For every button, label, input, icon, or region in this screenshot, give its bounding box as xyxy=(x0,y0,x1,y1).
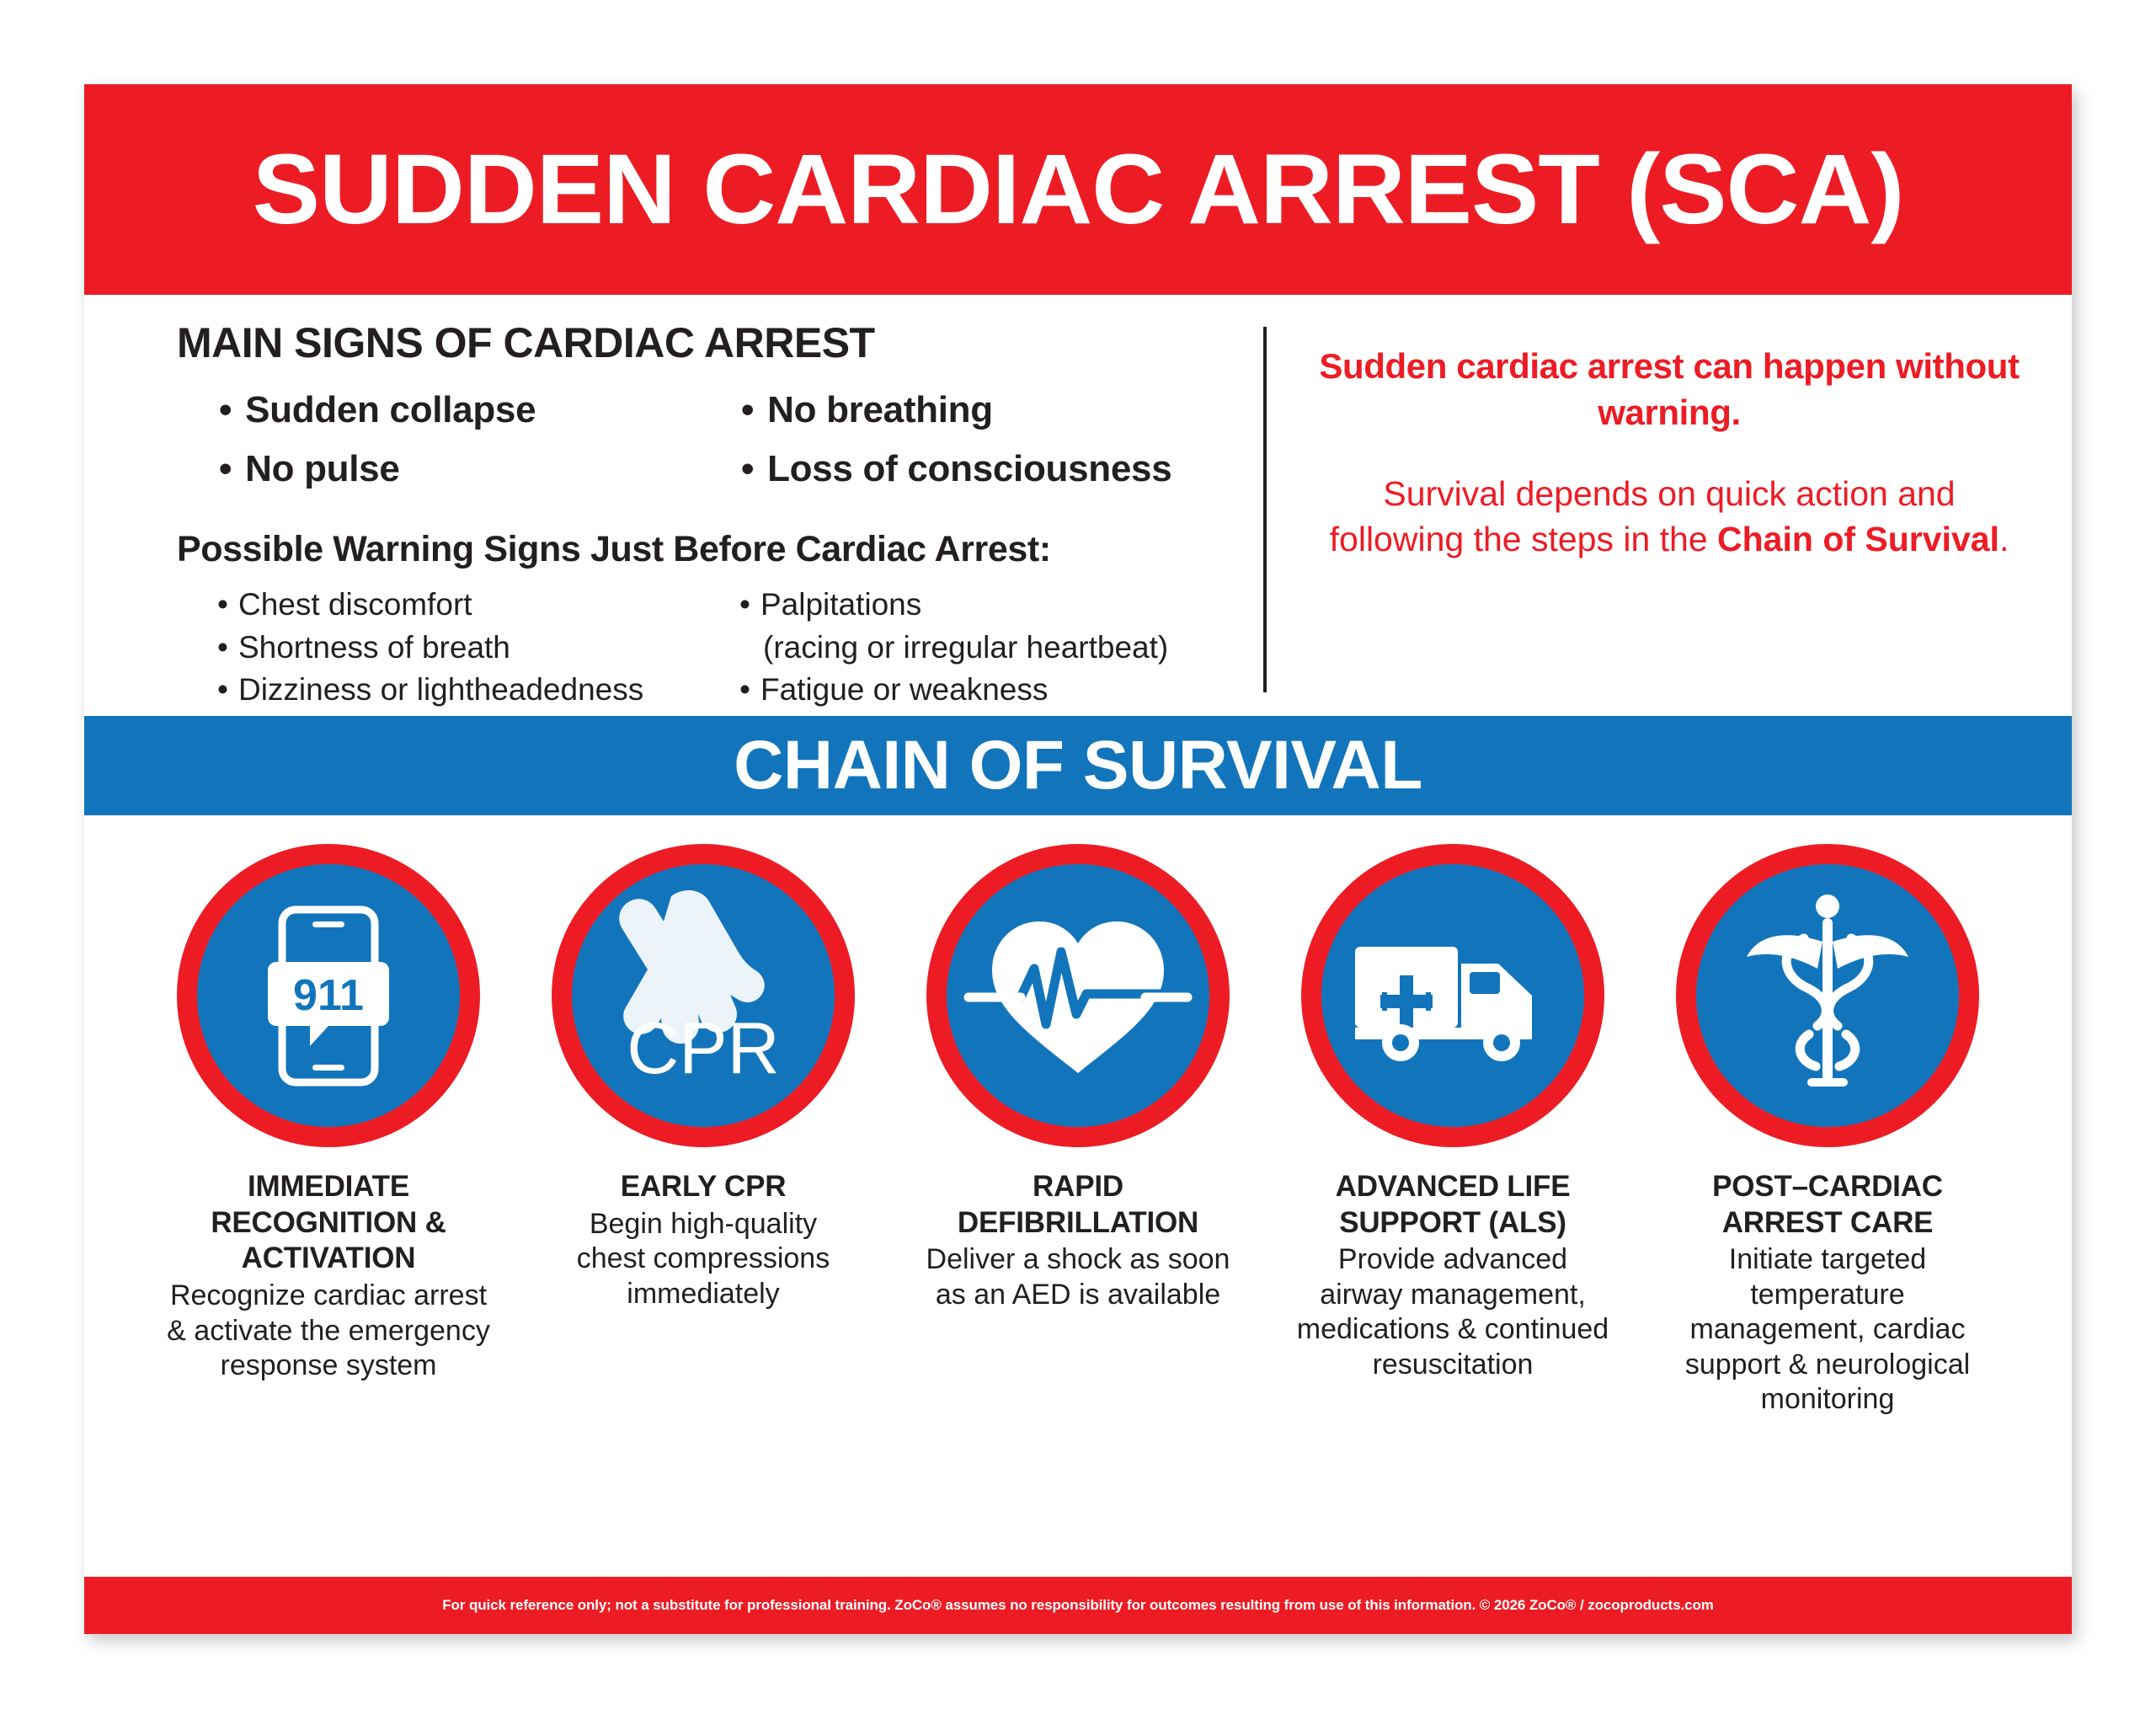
desc-line: support & neurological xyxy=(1684,1348,1971,1381)
chain-step-1-desc xyxy=(152,1279,505,1383)
chain-step-4-circle xyxy=(1301,844,1604,1147)
desc-line: & activate the emergency xyxy=(167,1314,490,1347)
list-item-label: No breathing xyxy=(767,389,993,430)
bullet-icon: • xyxy=(219,448,232,489)
desc-line: response system xyxy=(220,1349,437,1381)
list-item-label: Loss of consciousness xyxy=(767,448,1172,489)
title-line: EARLY CPR xyxy=(620,1170,787,1203)
desc-line: medications & continued xyxy=(1296,1313,1609,1346)
footer-band xyxy=(84,1577,2072,1634)
list-item xyxy=(739,670,1262,710)
poster xyxy=(84,84,2072,1634)
header-band xyxy=(84,84,2072,295)
desc-line: immediately xyxy=(627,1277,780,1310)
chain-step-3 xyxy=(901,844,1255,1418)
list-item xyxy=(219,389,741,431)
title-line: POST–CARDIAC xyxy=(1712,1170,1943,1203)
chain-of-survival-title: CHAIN OF SURVIVAL xyxy=(734,727,1422,804)
list-item-label: Sudden collapse xyxy=(245,389,536,430)
title-line: SUPPORT (ALS) xyxy=(1339,1205,1566,1239)
title-line: RECOGNITION & xyxy=(211,1205,446,1239)
main-signs-col-right xyxy=(741,389,1263,507)
callout-note-text: Survival depends on quick action and following the steps in the xyxy=(1329,474,1956,559)
chain-step-3-circle xyxy=(926,844,1230,1147)
callout-note xyxy=(1317,471,2021,562)
chain-step-1 xyxy=(152,844,505,1418)
desc-line: as an AED is available xyxy=(935,1278,1221,1311)
desc-line: resuscitation xyxy=(1372,1348,1534,1381)
ambulance-icon xyxy=(1326,869,1579,1122)
phone-911-label: 911 xyxy=(293,971,364,1020)
chain-step-5 xyxy=(1651,844,2004,1418)
chain-step-2-circle xyxy=(552,844,855,1147)
list-item xyxy=(739,585,1262,625)
callout-note-emphasis: Chain of Survival xyxy=(1717,520,1999,559)
desc-line: temperature xyxy=(1750,1278,1905,1311)
title-line: ARREST CARE xyxy=(1721,1205,1934,1239)
page-title: SUDDEN CARDIAC ARREST (SCA) xyxy=(252,134,1904,245)
list-item-label: Shortness of breath xyxy=(237,629,510,665)
callout-headline: Sudden cardiac arrest can happen without warning. xyxy=(1319,346,2020,432)
desc-line: Begin high-quality xyxy=(589,1207,818,1240)
main-signs-col-left xyxy=(219,389,741,507)
chain-step-5-circle xyxy=(1676,844,1979,1147)
desc-line: chest compressions xyxy=(576,1242,830,1275)
chain-steps xyxy=(84,815,2072,1418)
cpr-hands-icon xyxy=(577,869,830,1122)
signs-section xyxy=(84,295,2072,716)
main-signs-list xyxy=(219,389,1263,507)
main-signs-title: MAIN SIGNS OF CARDIAC ARREST xyxy=(177,319,875,366)
warning-signs-title: Possible Warning Signs Just Before Cardiac Arrest: xyxy=(177,529,1051,569)
bullet-icon: • xyxy=(217,629,228,665)
chain-step-5-desc xyxy=(1651,1242,2004,1417)
list-item xyxy=(217,585,739,625)
warning-col-right xyxy=(739,585,1262,713)
cpr-label: CPR xyxy=(627,1008,780,1089)
callout-note-period: . xyxy=(1999,520,2009,559)
chain-step-1-circle xyxy=(177,844,480,1147)
chain-step-3-title xyxy=(901,1169,1255,1241)
bullet-icon: • xyxy=(219,389,232,430)
warning-signs-list xyxy=(217,585,1263,713)
list-item-label: No pulse xyxy=(245,448,400,489)
chain-step-1-title xyxy=(152,1169,505,1277)
list-item-subtext: (racing or irregular heartbeat) xyxy=(763,629,1169,665)
chain-step-2 xyxy=(526,844,880,1418)
bullet-icon: • xyxy=(217,587,228,622)
title-line: IMMEDIATE xyxy=(248,1170,409,1203)
chain-step-4-desc xyxy=(1276,1242,1630,1382)
bullet-icon: • xyxy=(741,448,755,489)
list-item-label: Palpitations xyxy=(760,587,922,622)
desc-line: airway management, xyxy=(1320,1278,1586,1311)
chain-step-4-title xyxy=(1276,1169,1630,1241)
warning-col-left xyxy=(217,585,739,713)
list-item-label: Chest discomfort xyxy=(237,587,472,622)
desc-line: Deliver a shock as soon xyxy=(926,1243,1230,1276)
caduceus-icon xyxy=(1701,869,1954,1122)
chain-step-5-title xyxy=(1651,1169,2004,1241)
chain-step-2-desc xyxy=(526,1207,880,1311)
desc-line: Recognize cardiac arrest xyxy=(169,1279,488,1312)
bullet-icon: • xyxy=(739,587,750,622)
list-item xyxy=(741,448,1263,490)
signs-left-column xyxy=(84,318,1263,708)
bullet-icon: • xyxy=(739,672,750,708)
title-line: ADVANCED LIFE xyxy=(1335,1170,1571,1203)
title-line: DEFIBRILLATION xyxy=(957,1205,1199,1239)
list-item xyxy=(219,448,741,490)
title-line: RAPID xyxy=(1033,1170,1123,1203)
list-item xyxy=(217,670,739,710)
desc-line: Initiate targeted xyxy=(1728,1243,1927,1276)
list-item-label: Dizziness or lightheadedness xyxy=(237,672,644,708)
bullet-icon: • xyxy=(217,672,228,708)
desc-line: monitoring xyxy=(1760,1383,1895,1416)
bullet-icon: • xyxy=(741,389,755,430)
list-item-label: Fatigue or weakness xyxy=(760,672,1049,708)
desc-line: management, cardiac xyxy=(1689,1313,1966,1346)
chain-of-survival-band xyxy=(84,716,2072,815)
callout-panel xyxy=(1267,318,2072,708)
chain-step-4 xyxy=(1276,844,1630,1418)
list-item xyxy=(217,628,739,668)
desc-line: Provide advanced xyxy=(1337,1243,1568,1276)
footer-disclaimer: For quick reference only; not a substitute for professional training. ZoCo® assumes no responsibility for outcomes resulting from use of this information. © 2026 ZoCo® / zocoproducts.com xyxy=(442,1597,1714,1613)
title-line: ACTIVATION xyxy=(241,1242,416,1275)
chain-step-3-desc xyxy=(901,1242,1255,1312)
heart-ecg-icon xyxy=(952,869,1204,1122)
chain-step-2-title xyxy=(526,1169,880,1205)
list-item xyxy=(741,389,1263,431)
phone-911-icon xyxy=(202,869,455,1122)
